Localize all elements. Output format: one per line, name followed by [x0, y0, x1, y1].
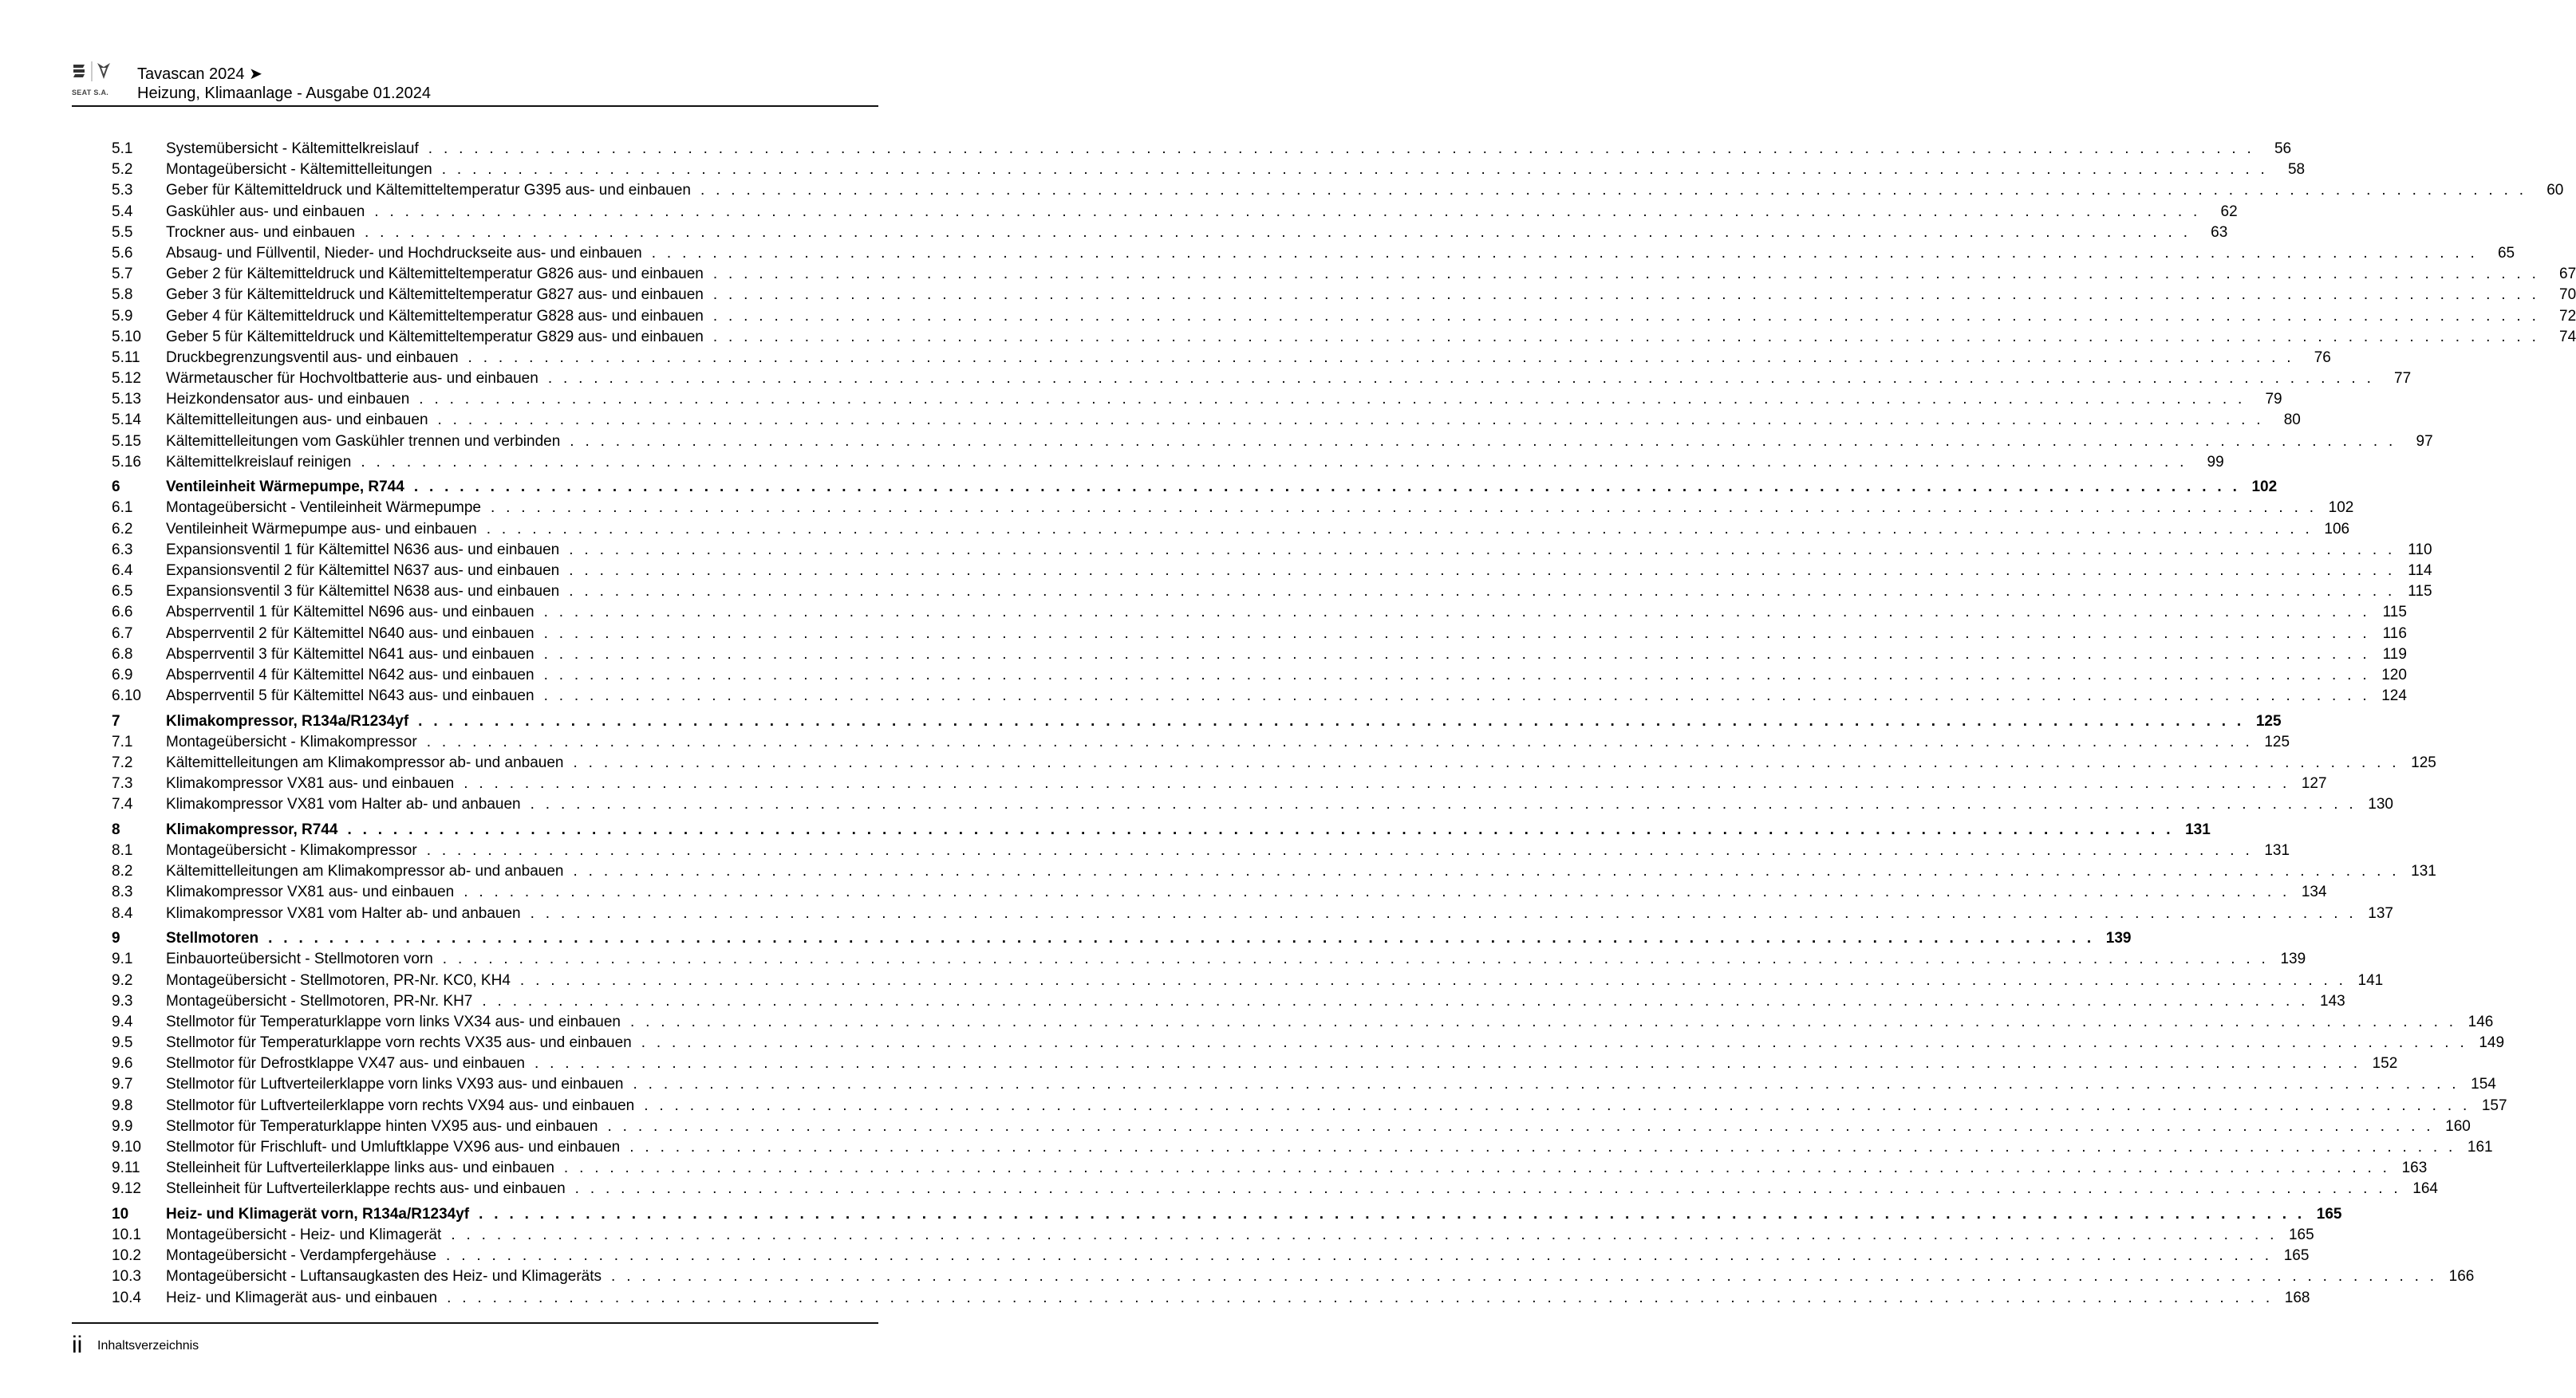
- entry-title[interactable]: Expansionsventil 1 für Kältemittel N636 aus- und einbauen: [166, 541, 560, 558]
- dot-leader: . . . . . . . . . . . . . . . . . . . . . . . . . . . . . . . . . . . . . . . . . . . . . . . . . . . . . . . . . . . . . . . . . . . . . . . . . . . . . . . . . . . . . . . . . . . . . . . . . . . . . . . . . . . . . . . . . . . . . . . .: [633, 1076, 2460, 1093]
- entry-page-number[interactable]: 127: [2301, 775, 2327, 793]
- entry-title[interactable]: Klimakompressor VX81 aus- und einbauen: [166, 884, 455, 901]
- entry-number: 10: [112, 1205, 129, 1223]
- entry-page-number[interactable]: 106: [2324, 520, 2350, 538]
- dot-leader: . . . . . . . . . . . . . . . . . . . . . . . . . . . . . . . . . . . . . . . . . . . . . . . . . . . . . . . . . . . . . . . . . . . . . . . . . . . . . . . . . . . . . . . . . . . . . . . . . . . . . . . . . . . . . . . . . . . . . . . .: [437, 412, 2264, 429]
- entry-number: 10.4: [112, 1289, 141, 1306]
- entry-page-number[interactable]: 131: [2411, 863, 2436, 880]
- toc-entry[interactable]: [112, 431, 2433, 452]
- dot-leader: . . . . . . . . . . . . . . . . . . . . . . . . . . . . . . . . . . . . . . . . . . . . . . . . . . . . . . . . . . . . . . . . . . . . . . . . . . . . . . . . . . . . . . . . . . . . . . . . . . . . . . . . . . . . . . . . . . . . . . . .: [569, 583, 2396, 601]
- entry-title[interactable]: Stellmotor für Defrostklappe VX47 aus- und einbauen: [166, 1055, 525, 1073]
- entry-number: 5.15: [112, 432, 141, 450]
- dot-leader: . . . . . . . . . . . . . . . . . . . . . . . . . . . . . . . . . . . . . . . . . . . . . . . . . . . . . . . . . . . . . . . . . . . . . . . . . . . . . . . . . . . . . . . . . . . . . . . . . . . . . . . . . . . . . . . . . . . . . . . .: [569, 562, 2396, 580]
- entry-title[interactable]: Expansionsventil 3 für Kältemittel N638 aus- und einbauen: [166, 583, 560, 601]
- toc-chapter-entry[interactable]: [112, 928, 2132, 949]
- dot-leader: . . . . . . . . . . . . . . . . . . . . . . . . . . . . . . . . . . . . . . . . . . . . . . . . . . . . . . . . . . . . . . . . . . . . . . . . . . . . . . . . . . . . . . . . . . . . . . . . . . . . . . . . . . . . . . . . . . . . . . . .: [573, 754, 2400, 772]
- entry-number: 9.12: [112, 1180, 141, 1198]
- dot-leader: . . . . . . . . . . . . . . . . . . . . . . . . . . . . . . . . . . . . . . . . . . . . . . . . . . . . . . . . . . . . . . . . . . . . . . . . . . . . . . . . . . . . . . . . . . . . . . . . . . . . . . . . . . . . . . . . . . . . . . . .: [530, 904, 2357, 922]
- toc-entry[interactable]: [112, 665, 2407, 686]
- entry-page-number[interactable]: 114: [2408, 562, 2432, 580]
- table-of-contents: [112, 139, 2576, 1309]
- toc-entry[interactable]: [112, 410, 2301, 431]
- entry-title[interactable]: Geber 3 für Kältemitteldruck und Kältemitteltemperatur G827 aus- und einbauen: [166, 286, 704, 304]
- entry-number: 5.6: [112, 244, 133, 262]
- entry-title[interactable]: Kältemittelleitungen am Klimakompressor ab- und anbauen: [166, 754, 564, 772]
- toc-entry[interactable]: [112, 180, 2564, 201]
- entry-page-number[interactable]: 62: [2220, 203, 2238, 220]
- toc-entry[interactable]: [112, 348, 2331, 368]
- dot-leader: . . . . . . . . . . . . . . . . . . . . . . . . . . . . . . . . . . . . . . . . . . . . . . . . . . . . . . . . . . . . . . . . . . . . . . . . . . . . . . . . . . . . . . . . . . . . . . . . . . . . . . . . . . . . . . . . . . . . . . . .: [467, 349, 2294, 366]
- toc-entry[interactable]: [112, 1137, 2493, 1158]
- entry-number: 9.2: [112, 971, 133, 989]
- dot-leader: . . . . . . . . . . . . . . . . . . . . . . . . . . . . . . . . . . . . . . . . . . . . . . . . . . . . . . . . . . . . . . . . . . . . . . . . . . . . . . . . . . . . . . . . . . . . . . . . . . . . . . . . . . . . . . . . . . . . . . . .: [611, 1268, 2438, 1286]
- entry-number: 10.3: [112, 1268, 141, 1286]
- entry-title[interactable]: Absperrventil 2 für Kältemittel N640 aus- und einbauen: [166, 624, 535, 642]
- dot-leader: . . . . . . . . . . . . . . . . . . . . . . . . . . . . . . . . . . . . . . . . . . . . . . . . . . . . . . . . . . . . . . . . . . . . . . . . . . . . . . . . . . . . . . . . . . . . . . . . . . . . . . . . . . . . . . . . . . . . . . . .: [543, 687, 2370, 705]
- entry-title[interactable]: Montageübersicht - Ventileinheit Wärmepumpe: [166, 499, 481, 517]
- entry-title[interactable]: Geber für Kältemitteldruck und Kältemitteltemperatur G395 aus- und einbauen: [166, 182, 691, 199]
- entry-number: 5.3: [112, 182, 133, 199]
- entry-title[interactable]: Stellmotor für Temperaturklappe vorn rechts VX35 aus- und einbauen: [166, 1034, 632, 1052]
- toc-entry[interactable]: [112, 243, 2515, 264]
- toc-entry[interactable]: [112, 306, 2576, 327]
- dot-leader: . . . . . . . . . . . . . . . . . . . . . . . . . . . . . . . . . . . . . . . . . . . . . . . . . . . . . . . . . . . . . . . . . . . . . . . . . . . . . . . . . . . . . . . . . . . . . . . . . . . . . . . . . . . . . . . . . . . . . . . .: [418, 712, 2245, 730]
- entry-page-number[interactable]: 65: [2497, 244, 2515, 262]
- entry-title[interactable]: Stellmotor für Luftverteilerklappe vorn links VX93 aus- und einbauen: [166, 1076, 624, 1093]
- toc-entry[interactable]: [112, 971, 2384, 991]
- dot-leader: . . . . . . . . . . . . . . . . . . . . . . . . . . . . . . . . . . . . . . . . . . . . . . . . . . . . . . . . . . . . . . . . . . . . . . . . . . . . . . . . . . . . . . . . . . . . . . . . . . . . . . . . . . . . . . . . . . . . . . . .: [464, 884, 2290, 901]
- entry-title[interactable]: Klimakompressor VX81 vom Halter ab- und anbauen: [166, 796, 521, 813]
- entry-page-number[interactable]: 77: [2394, 370, 2412, 388]
- toc-entry[interactable]: [112, 861, 2436, 882]
- entry-page-number[interactable]: 97: [2416, 432, 2433, 450]
- toc-entry[interactable]: [112, 1053, 2398, 1074]
- entry-number: 6.3: [112, 541, 133, 558]
- entry-number: 8.2: [112, 863, 133, 880]
- entry-number: 8.3: [112, 884, 133, 901]
- dot-leader: . . . . . . . . . . . . . . . . . . . . . . . . . . . . . . . . . . . . . . . . . . . . . . . . . . . . . . . . . . . . . . . . . . . . . . . . . . . . . . . . . . . . . . . . . . . . . . . . . . . . . . . . . . . . . . . . . . . . . . . .: [482, 992, 2309, 1010]
- entry-page-number[interactable]: 139: [2280, 951, 2306, 968]
- entry-page-number[interactable]: 165: [2316, 1205, 2342, 1223]
- entry-page-number[interactable]: 124: [2381, 687, 2407, 705]
- toc-entry[interactable]: [112, 1246, 2310, 1266]
- entry-page-number[interactable]: 116: [2382, 624, 2407, 642]
- toc-entry[interactable]: [112, 644, 2407, 665]
- entry-page-number[interactable]: 141: [2357, 971, 2384, 989]
- toc-chapter-entry[interactable]: [112, 711, 2282, 732]
- entry-title[interactable]: Absperrventil 5 für Kältemittel N643 aus- und einbauen: [166, 687, 535, 705]
- dot-leader: . . . . . . . . . . . . . . . . . . . . . . . . . . . . . . . . . . . . . . . . . . . . . . . . . . . . . . . . . . . . . . . . . . . . . . . . . . . . . . . . . . . . . . . . . . . . . . . . . . . . . . . . . . . . . . . . . . . . . . . .: [712, 307, 2540, 325]
- dot-leader: . . . . . . . . . . . . . . . . . . . . . . . . . . . . . . . . . . . . . . . . . . . . . . . . . . . . . . . . . . . . . . . . . . . . . . . . . . . . . . . . . . . . . . . . . . . . . . . . . . . . . . . . . . . . . . . . . . . . . . . .: [547, 370, 2375, 388]
- entry-number: 5.2: [112, 161, 133, 179]
- dot-leader: . . . . . . . . . . . . . . . . . . . . . . . . . . . . . . . . . . . . . . . . . . . . . . . . . . . . . . . . . . . . . . . . . . . . . . . . . . . . . . . . . . . . . . . . . . . . . . . . . . . . . . . . . . . . . . . . . . . . . . . .: [543, 645, 2370, 663]
- entry-number: 6.2: [112, 520, 133, 538]
- entry-number: 5.12: [112, 370, 141, 388]
- entry-number: 5.7: [112, 266, 133, 283]
- toc-entry[interactable]: [112, 561, 2432, 581]
- toc-entry[interactable]: [112, 159, 2306, 180]
- entry-title[interactable]: Klimakompressor VX81 aus- und einbauen: [166, 775, 455, 793]
- entry-page-number[interactable]: 163: [2401, 1160, 2428, 1177]
- entry-page-number[interactable]: 168: [2284, 1289, 2310, 1306]
- dot-leader: . . . . . . . . . . . . . . . . . . . . . . . . . . . . . . . . . . . . . . . . . . . . . . . . . . . . . . . . . . . . . . . . . . . . . . . . . . . . . . . . . . . . . . . . . . . . . . . . . . . . . . . . . . . . . . . . . . . . . . . .: [428, 140, 2255, 157]
- dot-leader: . . . . . . . . . . . . . . . . . . . . . . . . . . . . . . . . . . . . . . . . . . . . . . . . . . . . . . . . . . . . . . . . . . . . . . . . . . . . . . . . . . . . . . . . . . . . . . . . . . . . . . . . . . . . . . . . . . . . . . . .: [413, 478, 2241, 496]
- dot-leader: . . . . . . . . . . . . . . . . . . . . . . . . . . . . . . . . . . . . . . . . . . . . . . . . . . . . . . . . . . . . . . . . . . . . . . . . . . . . . . . . . . . . . . . . . . . . . . . . . . . . . . . . . . . . . . . . . . . . . . . .: [574, 1180, 2401, 1198]
- entry-page-number[interactable]: 72: [2559, 307, 2576, 325]
- dot-leader: . . . . . . . . . . . . . . . . . . . . . . . . . . . . . . . . . . . . . . . . . . . . . . . . . . . . . . . . . . . . . . . . . . . . . . . . . . . . . . . . . . . . . . . . . . . . . . . . . . . . . . . . . . . . . . . . . . . . . . . .: [426, 842, 2254, 860]
- entry-number: 9.10: [112, 1139, 141, 1156]
- entry-page-number[interactable]: 125: [2264, 733, 2290, 750]
- toc-entry[interactable]: [112, 732, 2290, 753]
- entry-page-number[interactable]: 134: [2301, 884, 2327, 901]
- toc-entry[interactable]: [112, 581, 2432, 602]
- entry-number: 10.2: [112, 1247, 141, 1265]
- entry-page-number[interactable]: 67: [2559, 266, 2576, 283]
- entry-title[interactable]: Montageübersicht - Klimakompressor: [166, 842, 417, 860]
- entry-number: 6.4: [112, 562, 133, 580]
- toc-entry[interactable]: [112, 1012, 2494, 1033]
- toc-chapter-entry[interactable]: [112, 820, 2211, 841]
- dot-leader: . . . . . . . . . . . . . . . . . . . . . . . . . . . . . . . . . . . . . . . . . . . . . . . . . . . . . . . . . . . . . . . . . . . . . . . . . . . . . . . . . . . . . . . . . . . . . . . . . . . . . . . . . . . . . . . . . . . . . . . .: [543, 666, 2370, 683]
- entry-title[interactable]: Montageübersicht - Kältemittelleitungen: [166, 161, 432, 179]
- entry-title[interactable]: Absaug- und Füllventil, Nieder- und Hochdruckseite aus- und einbauen: [166, 244, 642, 262]
- entry-number: 5.16: [112, 453, 141, 471]
- entry-title[interactable]: Kältemittelleitungen vom Gaskühler trennen und verbinden: [166, 432, 561, 450]
- toc-entry[interactable]: [112, 139, 2292, 159]
- toc-entry[interactable]: [112, 1158, 2428, 1179]
- entry-title[interactable]: Montageübersicht - Verdampfergehäuse: [166, 1247, 437, 1265]
- entry-title[interactable]: Klimakompressor, R744: [166, 821, 338, 838]
- entry-title[interactable]: Absperrventil 4 für Kältemittel N642 aus- und einbauen: [166, 666, 535, 683]
- entry-number: 6.7: [112, 624, 133, 642]
- entry-page-number[interactable]: 58: [2287, 161, 2306, 179]
- toc-entry[interactable]: [112, 452, 2224, 473]
- entry-title[interactable]: Klimakompressor, R134a/R1234yf: [166, 712, 409, 730]
- entry-number: 5.8: [112, 286, 133, 304]
- dot-leader: . . . . . . . . . . . . . . . . . . . . . . . . . . . . . . . . . . . . . . . . . . . . . . . . . . . . . . . . . . . . . . . . . . . . . . . . . . . . . . . . . . . . . . . . . . . . . . . . . . . . . . . . . . . . . . . . . . . . . . . .: [519, 971, 2347, 989]
- toc-entry[interactable]: [112, 1074, 2496, 1095]
- entry-page-number[interactable]: 157: [2481, 1097, 2507, 1114]
- entry-page-number[interactable]: 137: [2368, 904, 2393, 922]
- footer-section-title: Inhaltsverzeichnis: [97, 1339, 199, 1353]
- entry-title[interactable]: Stelleinheit für Luftverteilerklappe links aus- und einbauen: [166, 1160, 554, 1177]
- entry-title[interactable]: Expansionsventil 2 für Kältemittel N637 aus- und einbauen: [166, 562, 560, 580]
- toc-entry[interactable]: [112, 624, 2407, 644]
- dot-leader: . . . . . . . . . . . . . . . . . . . . . . . . . . . . . . . . . . . . . . . . . . . . . . . . . . . . . . . . . . . . . . . . . . . . . . . . . . . . . . . . . . . . . . . . . . . . . . . . . . . . . . . . . . . . . . . . . . . . . . . .: [543, 604, 2370, 621]
- toc-entry[interactable]: [112, 202, 2238, 222]
- document-title: Tavascan 2024 ➤: [137, 65, 262, 83]
- toc-entry[interactable]: [112, 222, 2228, 243]
- entry-number: 9.4: [112, 1013, 133, 1030]
- entry-page-number[interactable]: 74: [2559, 328, 2576, 345]
- dot-leader: . . . . . . . . . . . . . . . . . . . . . . . . . . . . . . . . . . . . . . . . . . . . . . . . . . . . . . . . . . . . . . . . . . . . . . . . . . . . . . . . . . . . . . . . . . . . . . . . . . . . . . . . . . . . . . . . . . . . . . . .: [426, 733, 2254, 750]
- toc-entry[interactable]: [112, 991, 2345, 1012]
- entry-page-number[interactable]: 76: [2314, 349, 2331, 366]
- toc-entry[interactable]: [112, 368, 2412, 389]
- toc-entry[interactable]: [112, 774, 2327, 794]
- dot-leader: . . . . . . . . . . . . . . . . . . . . . . . . . . . . . . . . . . . . . . . . . . . . . . . . . . . . . . . . . . . . . . . . . . . . . . . . . . . . . . . . . . . . . . . . . . . . . . . . . . . . . . . . . . . . . . . . . . . . . . . .: [486, 520, 2314, 538]
- entry-title[interactable]: Montageübersicht - Stellmotoren, PR-Nr. KC0, KH4: [166, 971, 511, 989]
- entry-page-number[interactable]: 70: [2559, 286, 2576, 304]
- entry-title[interactable]: Stellmotor für Temperaturklappe hinten VX95 aus- und einbauen: [166, 1117, 598, 1135]
- entry-number: 7: [112, 712, 120, 730]
- entry-number: 5.13: [112, 391, 141, 408]
- entry-number: 5.10: [112, 328, 141, 345]
- dot-leader: . . . . . . . . . . . . . . . . . . . . . . . . . . . . . . . . . . . . . . . . . . . . . . . . . . . . . . . . . . . . . . . . . . . . . . . . . . . . . . . . . . . . . . . . . . . . . . . . . . . . . . . . . . . . . . . . . . . . . . . .: [364, 223, 2191, 241]
- entry-page-number[interactable]: 154: [2471, 1076, 2496, 1093]
- dot-leader: . . . . . . . . . . . . . . . . . . . . . . . . . . . . . . . . . . . . . . . . . . . . . . . . . . . . . . . . . . . . . . . . . . . . . . . . . . . . . . . . . . . . . . . . . . . . . . . . . . . . . . . . . . . . . . . . . . . . . . . .: [441, 161, 2269, 179]
- dot-leader: . . . . . . . . . . . . . . . . . . . . . . . . . . . . . . . . . . . . . . . . . . . . . . . . . . . . . . . . . . . . . . . . . . . . . . . . . . . . . . . . . . . . . . . . . . . . . . . . . . . . . . . . . . . . . . . . . . . . . . . .: [374, 203, 2201, 220]
- dot-leader: . . . . . . . . . . . . . . . . . . . . . . . . . . . . . . . . . . . . . . . . . . . . . . . . . . . . . . . . . . . . . . . . . . . . . . . . . . . . . . . . . . . . . . . . . . . . . . . . . . . . . . . . . . . . . . . . . . . . . . . .: [268, 930, 2095, 947]
- entry-number: 5.14: [112, 412, 141, 429]
- entry-number: 5.1: [112, 140, 133, 157]
- dot-leader: . . . . . . . . . . . . . . . . . . . . . . . . . . . . . . . . . . . . . . . . . . . . . . . . . . . . . . . . . . . . . . . . . . . . . . . . . . . . . . . . . . . . . . . . . . . . . . . . . . . . . . . . . . . . . . . . . . . . . . . .: [607, 1117, 2434, 1135]
- dot-leader: . . . . . . . . . . . . . . . . . . . . . . . . . . . . . . . . . . . . . . . . . . . . . . . . . . . . . . . . . . . . . . . . . . . . . . . . . . . . . . . . . . . . . . . . . . . . . . . . . . . . . . . . . . . . . . . . . . . . . . . .: [629, 1139, 2456, 1156]
- entry-page-number[interactable]: 110: [2408, 541, 2432, 558]
- entry-page-number[interactable]: 125: [2411, 754, 2436, 772]
- entry-title[interactable]: Geber 5 für Kältemitteldruck und Kältemitteltemperatur G829 aus- und einbauen: [166, 328, 704, 345]
- entry-number: 10.1: [112, 1227, 141, 1244]
- entry-number: 9.11: [112, 1160, 140, 1177]
- entry-title[interactable]: Geber 2 für Kältemitteldruck und Kältemitteltemperatur G826 aus- und einbauen: [166, 266, 704, 283]
- toc-entry[interactable]: [112, 540, 2432, 561]
- entry-number: 6.8: [112, 645, 133, 663]
- entry-number: 5.9: [112, 307, 133, 325]
- toc-entry[interactable]: [112, 1179, 2438, 1199]
- dot-leader: . . . . . . . . . . . . . . . . . . . . . . . . . . . . . . . . . . . . . . . . . . . . . . . . . . . . . . . . . . . . . . . . . . . . . . . . . . . . . . . . . . . . . . . . . . . . . . . . . . . . . . . . . . . . . . . . . . . . . . . .: [570, 432, 2397, 450]
- entry-title[interactable]: Geber 4 für Kältemitteldruck und Kältemitteltemperatur G828 aus- und einbauen: [166, 307, 704, 325]
- entry-title[interactable]: Montageübersicht - Heiz- und Klimagerät: [166, 1227, 442, 1244]
- entry-page-number[interactable]: 120: [2381, 666, 2407, 683]
- entry-page-number[interactable]: 165: [2288, 1227, 2314, 1244]
- entry-title[interactable]: Heizkondensator aus- und einbauen: [166, 391, 410, 408]
- entry-title[interactable]: Montageübersicht - Luftansaugkasten des Heiz- und Klimageräts: [166, 1268, 602, 1286]
- entry-title[interactable]: Stellmotor für Luftverteilerklappe vorn rechts VX94 aus- und einbauen: [166, 1097, 635, 1114]
- entry-title[interactable]: Absperrventil 3 für Kältemittel N641 aus- und einbauen: [166, 645, 535, 663]
- entry-page-number[interactable]: 102: [2328, 499, 2354, 517]
- dot-leader: . . . . . . . . . . . . . . . . . . . . . . . . . . . . . . . . . . . . . . . . . . . . . . . . . . . . . . . . . . . . . . . . . . . . . . . . . . . . . . . . . . . . . . . . . . . . . . . . . . . . . . . . . . . . . . . . . . . . . . . .: [543, 624, 2370, 642]
- entry-number: 9.9: [112, 1117, 133, 1135]
- dot-leader: . . . . . . . . . . . . . . . . . . . . . . . . . . . . . . . . . . . . . . . . . . . . . . . . . . . . . . . . . . . . . . . . . . . . . . . . . . . . . . . . . . . . . . . . . . . . . . . . . . . . . . . . . . . . . . . . . . . . . . . .: [530, 796, 2357, 813]
- entry-page-number[interactable]: 115: [2408, 583, 2432, 601]
- document-subtitle: Heizung, Klimaanlage - Ausgabe 01.2024: [137, 85, 432, 102]
- entry-number: 5.5: [112, 223, 133, 241]
- entry-page-number[interactable]: 152: [2372, 1055, 2398, 1073]
- toc-chapter-entry[interactable]: [112, 477, 2278, 498]
- toc-entry[interactable]: [112, 753, 2436, 774]
- dot-leader: . . . . . . . . . . . . . . . . . . . . . . . . . . . . . . . . . . . . . . . . . . . . . . . . . . . . . . . . . . . . . . . . . . . . . . . . . . . . . . . . . . . . . . . . . . . . . . . . . . . . . . . . . . . . . . . . . . . . . . . .: [361, 453, 2187, 471]
- entry-title[interactable]: Heiz- und Klimagerät vorn, R134a/R1234yf: [166, 1205, 470, 1223]
- dot-leader: . . . . . . . . . . . . . . . . . . . . . . . . . . . . . . . . . . . . . . . . . . . . . . . . . . . . . . . . . . . . . . . . . . . . . . . . . . . . . . . . . . . . . . . . . . . . . . . . . . . . . . . . . . . . . . . . . . . . . . . .: [712, 266, 2540, 283]
- entry-number: 8.4: [112, 904, 133, 922]
- toc-entry[interactable]: [112, 1096, 2507, 1116]
- toc-entry[interactable]: [112, 264, 2576, 285]
- entry-title[interactable]: Stelleinheit für Luftverteilerklappe rechts aus- und einbauen: [166, 1180, 566, 1198]
- entry-page-number[interactable]: 165: [2283, 1247, 2310, 1265]
- entry-title[interactable]: Stellmotor für Temperaturklappe vorn links VX34 aus- und einbauen: [166, 1013, 621, 1030]
- dot-leader: . . . . . . . . . . . . . . . . . . . . . . . . . . . . . . . . . . . . . . . . . . . . . . . . . . . . . . . . . . . . . . . . . . . . . . . . . . . . . . . . . . . . . . . . . . . . . . . . . . . . . . . . . . . . . . . . . . . . . . . .: [712, 328, 2540, 345]
- entry-number: 9.1: [112, 951, 133, 968]
- entry-page-number[interactable]: 143: [2320, 992, 2345, 1010]
- entry-number: 6.9: [112, 666, 133, 683]
- dot-leader: . . . . . . . . . . . . . . . . . . . . . . . . . . . . . . . . . . . . . . . . . . . . . . . . . . . . . . . . . . . . . . . . . . . . . . . . . . . . . . . . . . . . . . . . . . . . . . . . . . . . . . . . . . . . . . . . . . . . . . . .: [451, 1227, 2278, 1244]
- toc-entry[interactable]: [112, 1033, 2505, 1053]
- toc-chapter-entry[interactable]: [112, 1204, 2342, 1225]
- toc-entry[interactable]: [112, 1225, 2314, 1246]
- toc-entry[interactable]: [112, 602, 2407, 623]
- dot-leader: . . . . . . . . . . . . . . . . . . . . . . . . . . . . . . . . . . . . . . . . . . . . . . . . . . . . . . . . . . . . . . . . . . . . . . . . . . . . . . . . . . . . . . . . . . . . . . . . . . . . . . . . . . . . . . . . . . . . . . . .: [700, 182, 2527, 199]
- dot-leader: . . . . . . . . . . . . . . . . . . . . . . . . . . . . . . . . . . . . . . . . . . . . . . . . . . . . . . . . . . . . . . . . . . . . . . . . . . . . . . . . . . . . . . . . . . . . . . . . . . . . . . . . . . . . . . . . . . . . . . . .: [712, 286, 2540, 304]
- entry-page-number[interactable]: 130: [2368, 796, 2393, 813]
- entry-title[interactable]: Montageübersicht - Klimakompressor: [166, 733, 417, 750]
- entry-number: 6.10: [112, 687, 141, 705]
- entry-number: 7.1: [112, 733, 133, 750]
- header-divider: [72, 105, 878, 107]
- entry-page-number[interactable]: 139: [2105, 930, 2132, 947]
- toc-entry[interactable]: [112, 1288, 2310, 1309]
- entry-title[interactable]: Stellmotor für Frischluft- und Umluftklappe VX96 aus- und einbauen: [166, 1139, 621, 1156]
- entry-page-number[interactable]: 63: [2211, 223, 2228, 241]
- toc-entry[interactable]: [112, 1116, 2471, 1137]
- entry-page-number[interactable]: 149: [2479, 1034, 2505, 1052]
- entry-title[interactable]: Gaskühler aus- und einbauen: [166, 203, 365, 220]
- toc-entry[interactable]: [112, 686, 2407, 707]
- toc-entry[interactable]: [112, 1266, 2475, 1287]
- entry-title[interactable]: Systemübersicht - Kältemittelkreislauf: [166, 140, 419, 157]
- entry-number: 7.3: [112, 775, 133, 793]
- entry-page-number[interactable]: 125: [2255, 712, 2282, 730]
- entry-title[interactable]: Wärmetauscher für Hochvoltbatterie aus- und einbauen: [166, 370, 538, 388]
- entry-number: 9.8: [112, 1097, 133, 1114]
- entry-number: 7.4: [112, 796, 133, 813]
- entry-number: 9.6: [112, 1055, 133, 1073]
- entry-page-number[interactable]: 164: [2412, 1180, 2438, 1198]
- entry-page-number[interactable]: 160: [2445, 1117, 2471, 1135]
- entry-title[interactable]: Einbauorteübersicht - Stellmotoren vorn: [166, 951, 433, 968]
- dot-leader: . . . . . . . . . . . . . . . . . . . . . . . . . . . . . . . . . . . . . . . . . . . . . . . . . . . . . . . . . . . . . . . . . . . . . . . . . . . . . . . . . . . . . . . . . . . . . . . . . . . . . . . . . . . . . . . . . . . . . . . .: [442, 951, 2270, 968]
- toc-entry[interactable]: [112, 327, 2576, 348]
- entry-page-number[interactable]: 60: [2546, 182, 2564, 199]
- dot-leader: . . . . . . . . . . . . . . . . . . . . . . . . . . . . . . . . . . . . . . . . . . . . . . . . . . . . . . . . . . . . . . . . . . . . . . . . . . . . . . . . . . . . . . . . . . . . . . . . . . . . . . . . . . . . . . . . . . . . . . . .: [490, 499, 2318, 517]
- toc-entry[interactable]: [112, 794, 2393, 815]
- entry-number: 5.4: [112, 203, 133, 220]
- dot-leader: . . . . . . . . . . . . . . . . . . . . . . . . . . . . . . . . . . . . . . . . . . . . . . . . . . . . . . . . . . . . . . . . . . . . . . . . . . . . . . . . . . . . . . . . . . . . . . . . . . . . . . . . . . . . . . . . . . . . . . . .: [534, 1055, 2361, 1073]
- dot-leader: . . . . . . . . . . . . . . . . . . . . . . . . . . . . . . . . . . . . . . . . . . . . . . . . . . . . . . . . . . . . . . . . . . . . . . . . . . . . . . . . . . . . . . . . . . . . . . . . . . . . . . . . . . . . . . . . . . . . . . . .: [644, 1097, 2471, 1114]
- entry-title[interactable]: Kältemittelleitungen am Klimakompressor ab- und anbauen: [166, 863, 564, 880]
- entry-page-number[interactable]: 119: [2382, 645, 2407, 663]
- entry-page-number[interactable]: 99: [2207, 453, 2224, 471]
- dot-leader: . . . . . . . . . . . . . . . . . . . . . . . . . . . . . . . . . . . . . . . . . . . . . . . . . . . . . . . . . . . . . . . . . . . . . . . . . . . . . . . . . . . . . . . . . . . . . . . . . . . . . . . . . . . . . . . . . . . . . . . .: [464, 775, 2290, 793]
- entry-number: 8.1: [112, 842, 133, 860]
- entry-page-number[interactable]: 102: [2251, 478, 2278, 496]
- page-number: ii: [72, 1332, 83, 1358]
- toc-entry[interactable]: [112, 882, 2327, 903]
- entry-page-number[interactable]: 56: [2274, 140, 2292, 157]
- entry-title[interactable]: Kältemittelkreislauf reinigen: [166, 453, 352, 471]
- entry-number: 9.5: [112, 1034, 133, 1052]
- dot-leader: . . . . . . . . . . . . . . . . . . . . . . . . . . . . . . . . . . . . . . . . . . . . . . . . . . . . . . . . . . . . . . . . . . . . . . . . . . . . . . . . . . . . . . . . . . . . . . . . . . . . . . . . . . . . . . . . . . . . . . . .: [641, 1034, 2468, 1052]
- seat-cupra-logo: [72, 60, 128, 108]
- dot-leader: . . . . . . . . . . . . . . . . . . . . . . . . . . . . . . . . . . . . . . . . . . . . . . . . . . . . . . . . . . . . . . . . . . . . . . . . . . . . . . . . . . . . . . . . . . . . . . . . . . . . . . . . . . . . . . . . . . . . . . . .: [447, 1289, 2274, 1306]
- dot-leader: . . . . . . . . . . . . . . . . . . . . . . . . . . . . . . . . . . . . . . . . . . . . . . . . . . . . . . . . . . . . . . . . . . . . . . . . . . . . . . . . . . . . . . . . . . . . . . . . . . . . . . . . . . . . . . . . . . . . . . . .: [569, 541, 2396, 558]
- entry-page-number[interactable]: 131: [2185, 821, 2211, 838]
- entry-number: 9.3: [112, 992, 133, 1010]
- dot-leader: . . . . . . . . . . . . . . . . . . . . . . . . . . . . . . . . . . . . . . . . . . . . . . . . . . . . . . . . . . . . . . . . . . . . . . . . . . . . . . . . . . . . . . . . . . . . . . . . . . . . . . . . . . . . . . . . . . . . . . . .: [419, 391, 2246, 408]
- toc-entry[interactable]: [112, 841, 2290, 861]
- entry-title[interactable]: Montageübersicht - Stellmotoren, PR-Nr. KH7: [166, 992, 473, 1010]
- entry-page-number[interactable]: 131: [2264, 842, 2290, 860]
- entry-title[interactable]: Trockner aus- und einbauen: [166, 223, 355, 241]
- entry-number: 7.2: [112, 754, 133, 772]
- entry-page-number[interactable]: 115: [2382, 604, 2407, 621]
- entry-number: 6.6: [112, 604, 133, 621]
- dot-leader: . . . . . . . . . . . . . . . . . . . . . . . . . . . . . . . . . . . . . . . . . . . . . . . . . . . . . . . . . . . . . . . . . . . . . . . . . . . . . . . . . . . . . . . . . . . . . . . . . . . . . . . . . . . . . . . . . . . . . . . .: [651, 244, 2479, 262]
- entry-page-number[interactable]: 79: [2265, 391, 2282, 408]
- dot-leader: . . . . . . . . . . . . . . . . . . . . . . . . . . . . . . . . . . . . . . . . . . . . . . . . . . . . . . . . . . . . . . . . . . . . . . . . . . . . . . . . . . . . . . . . . . . . . . . . . . . . . . . . . . . . . . . . . . . . . . . .: [563, 1160, 2391, 1177]
- entry-title[interactable]: Druckbegrenzungsventil aus- und einbauen: [166, 349, 459, 366]
- entry-number: 6.5: [112, 583, 133, 601]
- logo-text: SEAT S.A.: [72, 89, 109, 96]
- entry-number: 9.7: [112, 1076, 133, 1093]
- entry-title[interactable]: Kältemittelleitungen aus- und einbauen: [166, 412, 428, 429]
- entry-title[interactable]: Heiz- und Klimagerät aus- und einbauen: [166, 1289, 438, 1306]
- entry-number: 9: [112, 930, 120, 947]
- dot-leader: . . . . . . . . . . . . . . . . . . . . . . . . . . . . . . . . . . . . . . . . . . . . . . . . . . . . . . . . . . . . . . . . . . . . . . . . . . . . . . . . . . . . . . . . . . . . . . . . . . . . . . . . . . . . . . . . . . . . . . . .: [479, 1205, 2306, 1223]
- entry-page-number[interactable]: 146: [2468, 1013, 2494, 1030]
- entry-page-number[interactable]: 161: [2467, 1139, 2493, 1156]
- entry-title[interactable]: Ventileinheit Wärmepumpe, R744: [166, 478, 404, 496]
- toc-entry[interactable]: [112, 949, 2306, 970]
- toc-entry[interactable]: [112, 498, 2354, 518]
- toc-entry[interactable]: [112, 285, 2576, 305]
- entry-page-number[interactable]: 166: [2448, 1268, 2475, 1286]
- dot-leader: . . . . . . . . . . . . . . . . . . . . . . . . . . . . . . . . . . . . . . . . . . . . . . . . . . . . . . . . . . . . . . . . . . . . . . . . . . . . . . . . . . . . . . . . . . . . . . . . . . . . . . . . . . . . . . . . . . . . . . . .: [573, 863, 2400, 880]
- entry-title[interactable]: Absperrventil 1 für Kältemittel N696 aus- und einbauen: [166, 604, 535, 621]
- toc-entry[interactable]: [112, 519, 2350, 540]
- dot-leader: . . . . . . . . . . . . . . . . . . . . . . . . . . . . . . . . . . . . . . . . . . . . . . . . . . . . . . . . . . . . . . . . . . . . . . . . . . . . . . . . . . . . . . . . . . . . . . . . . . . . . . . . . . . . . . . . . . . . . . . .: [347, 821, 2174, 838]
- dot-leader: . . . . . . . . . . . . . . . . . . . . . . . . . . . . . . . . . . . . . . . . . . . . . . . . . . . . . . . . . . . . . . . . . . . . . . . . . . . . . . . . . . . . . . . . . . . . . . . . . . . . . . . . . . . . . . . . . . . . . . . .: [629, 1013, 2457, 1030]
- entry-number: 8: [112, 821, 120, 838]
- entry-number: 6: [112, 478, 120, 496]
- entry-number: 5.11: [112, 349, 140, 366]
- entry-title[interactable]: Klimakompressor VX81 vom Halter ab- und anbauen: [166, 904, 521, 922]
- toc-entry[interactable]: [112, 904, 2393, 924]
- entry-title[interactable]: Ventileinheit Wärmepumpe aus- und einbauen: [166, 520, 477, 538]
- dot-leader: . . . . . . . . . . . . . . . . . . . . . . . . . . . . . . . . . . . . . . . . . . . . . . . . . . . . . . . . . . . . . . . . . . . . . . . . . . . . . . . . . . . . . . . . . . . . . . . . . . . . . . . . . . . . . . . . . . . . . . . .: [446, 1247, 2273, 1265]
- entry-number: 6.1: [112, 499, 133, 517]
- footer-divider: [72, 1322, 878, 1324]
- entry-page-number[interactable]: 80: [2283, 412, 2301, 429]
- toc-entry[interactable]: [112, 389, 2282, 410]
- entry-title[interactable]: Stellmotoren: [166, 930, 259, 947]
